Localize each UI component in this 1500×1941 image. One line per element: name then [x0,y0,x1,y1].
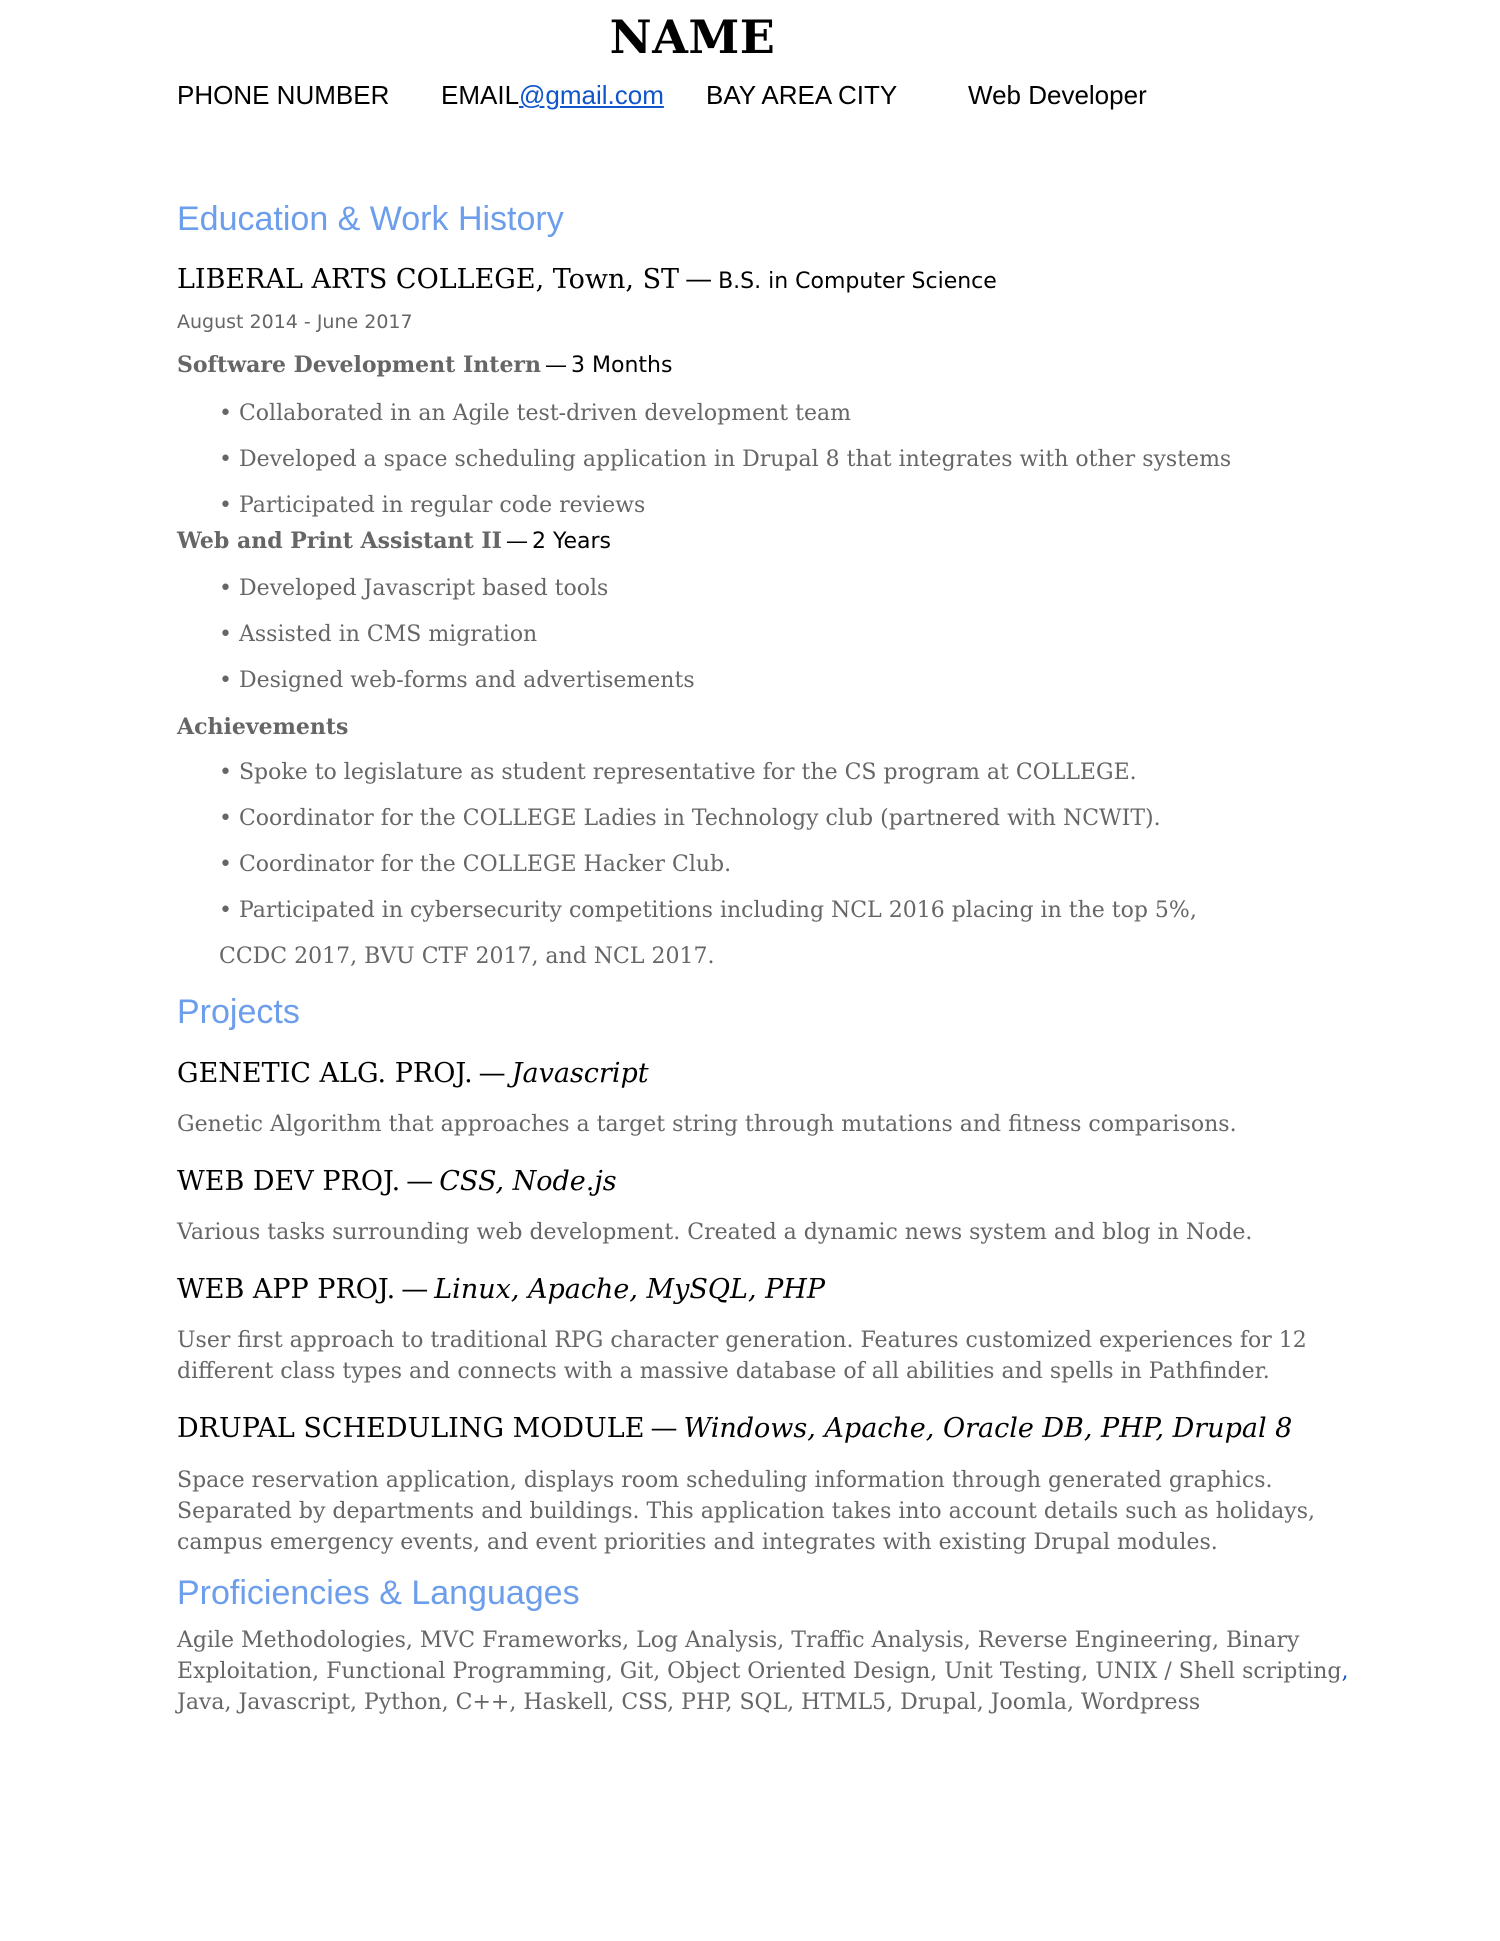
section-title-education: Education & Work History [177,200,564,238]
project-heading [177,1413,1292,1444]
bullet-item: • Participated in regular code reviews [219,493,646,518]
proficiencies-line-text: Exploitation, Functional Programming, Git, Object Oriented Design, Unit Testing, UNIX / Shell scripting [177,1659,1342,1684]
comma: , [1341,1659,1349,1684]
location: BAY AREA CITY [706,80,898,110]
job-title: Web and Print Assistant II [177,528,502,554]
phone-number: PHONE NUMBER [177,80,390,110]
achievement-item: • Participated in cybersecurity competitions including NCL 2016 placing in the top 5%, [219,898,1197,923]
school-line [177,264,997,295]
project-name: WEB APP PROJ. [177,1274,396,1305]
project-heading [177,1058,649,1089]
school-name: LIBERAL ARTS COLLEGE, Town, ST [177,264,680,295]
achievement-item: • Spoke to legislature as student representative for the CS program at COLLEGE. [219,760,1137,785]
project-tech: CSS, Node.js [439,1166,617,1197]
job-title: Software Development Intern [177,352,542,378]
section-title-proficiencies: Proficiencies & Languages [177,1574,580,1612]
dash: — [478,1058,506,1089]
proficiencies-line [177,1656,1349,1687]
project-name: GENETIC ALG. PROJ. [177,1058,473,1089]
achievement-item: • Coordinator for the COLLEGE Hacker Club. [219,852,732,877]
bullet-item: • Developed Javascript based tools [219,576,609,601]
project-tech: Javascript [511,1058,649,1089]
project-heading [177,1166,617,1197]
job-title-line [177,528,611,554]
job-role: Web Developer [968,80,1147,110]
bullet-item: • Assisted in CMS migration [219,622,538,647]
dash: — [401,1274,429,1305]
project-description: User first approach to traditional RPG character generation. Features customized experiences for 12 different class types and connects with a massive database of all abilities and spells in Pathfinder. [177,1328,1307,1384]
proficiencies-line: Agile Methodologies, MVC Frameworks, Log Analysis, Traffic Analysis, Reverse Engineering, Binary [177,1628,1300,1653]
project-description: Various tasks surrounding web development. Created a dynamic news system and blog in Node. [177,1220,1253,1245]
proficiencies-list [177,1625,1349,1718]
dash: — [406,1166,434,1197]
achievement-item: • Coordinator for the COLLEGE Ladies in Technology club (partnered with NCWIT). [219,806,1161,831]
achievements-title: Achievements [177,714,349,740]
dash: — [685,264,713,295]
project-name: WEB DEV PROJ. [177,1166,401,1197]
project-description: Genetic Algorithm that approaches a target string through mutations and fitness comparisons. [177,1112,1237,1137]
job-title-line [177,352,672,378]
project-name: DRUPAL SCHEDULING MODULE [177,1413,645,1444]
project-description: Space reservation application, displays room scheduling information through generated graphics. Separated by departments and buildings. This application takes into account details such as holidays, campus emergency events, and event priorities and integrates with existing Drupal modules. [177,1468,1315,1555]
education-dates: August 2014 - June 2017 [177,311,413,333]
project-tech: Linux, Apache, MySQL, PHP [434,1274,826,1305]
achievement-item-continued: CCDC 2017, BVU CTF 2017, and NCL 2017. [219,944,715,969]
job-duration: 3 Months [571,353,673,378]
project-heading [177,1274,825,1305]
candidate-name: NAME [609,10,776,64]
email [441,80,664,111]
bullet-item: • Collaborated in an Agile test-driven development team [219,401,851,426]
email-link[interactable]: @gmail.com [519,80,664,110]
bullet-item: • Designed web-forms and advertisements [219,668,695,693]
project-tech: Windows, Apache, Oracle DB, PHP, Drupal 8 [683,1413,1293,1444]
degree: B.S. in Computer Science [718,269,997,294]
dash: — [650,1413,678,1444]
dash: — [545,353,568,378]
bullet-item: • Developed a space scheduling application in Drupal 8 that integrates with other systems [219,447,1232,472]
job-duration: 2 Years [531,529,611,554]
email-prefix: EMAIL [441,80,520,110]
proficiencies-line: Java, Javascript, Python, C++, Haskell, CSS, PHP, SQL, HTML5, Drupal, Joomla, Wordpress [177,1690,1201,1715]
section-title-projects: Projects [177,993,300,1031]
dash: — [505,529,528,554]
